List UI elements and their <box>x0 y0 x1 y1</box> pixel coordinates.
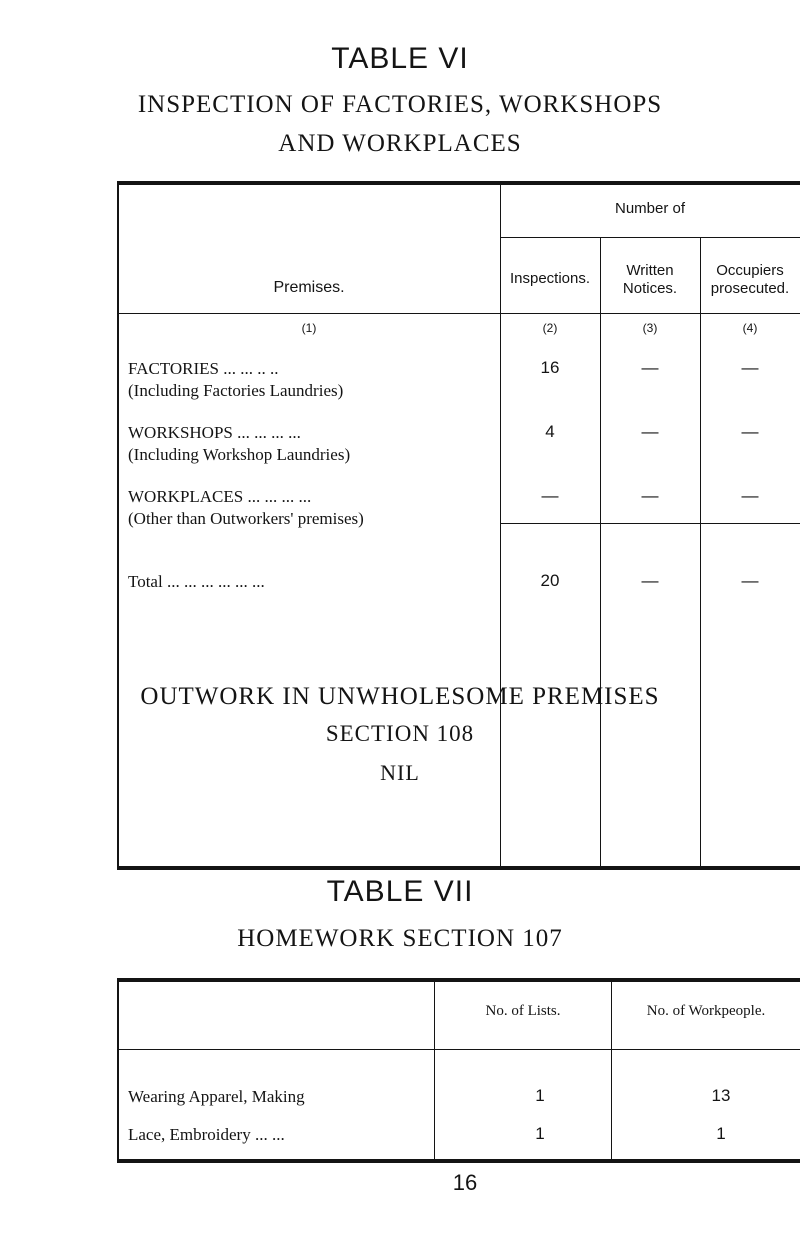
table-vii-title: TABLE VII <box>326 875 474 908</box>
row-workplaces-inspections: — <box>541 486 559 505</box>
header-col1-number: (1) <box>301 321 317 335</box>
row-workplaces-notices: — <box>641 486 659 505</box>
table-vi-subtitle-line1: INSPECTION OF FACTORIES, WORKSHOPS <box>137 91 663 118</box>
table-vii-header-rule <box>117 1049 800 1050</box>
row-workshops-notices: — <box>641 422 659 441</box>
header-inspections: Inspections. <box>509 270 591 287</box>
table-vi-group-rule <box>500 237 800 238</box>
row-total-dots: ... ... ... ... ... ... <box>162 572 265 591</box>
row-workshops-label <box>128 422 301 443</box>
row-workshops-dots: ... ... ... ... <box>232 423 301 442</box>
row-factories-inspections: 16 <box>540 358 560 377</box>
row-wearing-apparel-lists: 1 <box>535 1086 545 1105</box>
row-factories-note: (Including Factories Laundries) <box>128 381 344 400</box>
table-vii-subtitle: HOMEWORK SECTION 107 <box>237 925 563 952</box>
table-vii-left-rule <box>117 978 119 1160</box>
row-total-label <box>128 571 265 592</box>
header-col2-number: (2) <box>542 321 558 335</box>
header-no-of-workpeople: No. of Workpeople. <box>646 1003 766 1019</box>
row-workshops-prosecuted: — <box>741 422 759 441</box>
outwork-section: SECTION 108 <box>325 721 475 746</box>
row-factories-dots: ... ... .. .. <box>219 359 279 378</box>
table-vi-subtitle-line2: AND WORKPLACES <box>278 130 522 157</box>
row-total-name: Total <box>128 572 163 591</box>
outwork-nil: NIL <box>380 760 420 785</box>
table-vii-top-rule <box>117 978 800 982</box>
outwork-heading: OUTWORK IN UNWHOLESOME PREMISES <box>140 683 660 710</box>
header-col4-number: (4) <box>742 321 758 335</box>
header-no-of-lists: No. of Lists. <box>485 1003 561 1019</box>
row-workshops-name: WORKSHOPS <box>128 423 233 442</box>
row-lace-embroidery-name: Lace, Embroidery ... ... <box>128 1125 285 1144</box>
page-number: 16 <box>452 1170 478 1195</box>
header-number-of: Number of <box>614 200 686 217</box>
table-vi-total-rule <box>500 523 800 524</box>
table-vii-bottom-rule <box>117 1159 800 1163</box>
row-factories-name: FACTORIES <box>128 359 220 378</box>
row-wearing-apparel-name: Wearing Apparel, Making <box>128 1087 305 1106</box>
header-premises: Premises. <box>273 279 345 296</box>
row-workshops-note: (Including Workshop Laundries) <box>128 445 351 464</box>
header-written-notices-line2: Notices. <box>622 280 678 297</box>
table-vi-title: TABLE VI <box>331 42 469 75</box>
row-workplaces-note: (Other than Outworkers' premises) <box>128 509 364 528</box>
row-factories-prosecuted: — <box>741 358 759 377</box>
row-lace-embroidery-workpeople: 1 <box>716 1124 726 1143</box>
table-vi-header-rule <box>117 313 800 314</box>
row-lace-embroidery-lists: 1 <box>535 1124 545 1143</box>
header-written-notices-line1: Written <box>626 262 674 279</box>
header-occupiers-line1: Occupiers <box>716 262 784 279</box>
row-factories-label <box>128 358 279 379</box>
header-occupiers-line2: prosecuted. <box>710 280 790 297</box>
row-workplaces-label <box>128 486 311 507</box>
row-total-inspections: 20 <box>540 571 560 590</box>
table-vi-bottom-rule <box>117 866 800 870</box>
row-wearing-apparel-workpeople: 13 <box>711 1086 731 1105</box>
row-workplaces-dots: ... ... ... ... <box>243 487 312 506</box>
row-factories-notices: — <box>641 358 659 377</box>
header-col3-number: (3) <box>642 321 658 335</box>
table-vi-top-rule <box>117 181 800 185</box>
row-workplaces-prosecuted: — <box>741 486 759 505</box>
row-total-notices: — <box>641 571 659 590</box>
row-workshops-inspections: 4 <box>545 422 555 441</box>
row-workplaces-name: WORKPLACES <box>128 487 244 506</box>
row-total-prosecuted: — <box>741 571 759 590</box>
